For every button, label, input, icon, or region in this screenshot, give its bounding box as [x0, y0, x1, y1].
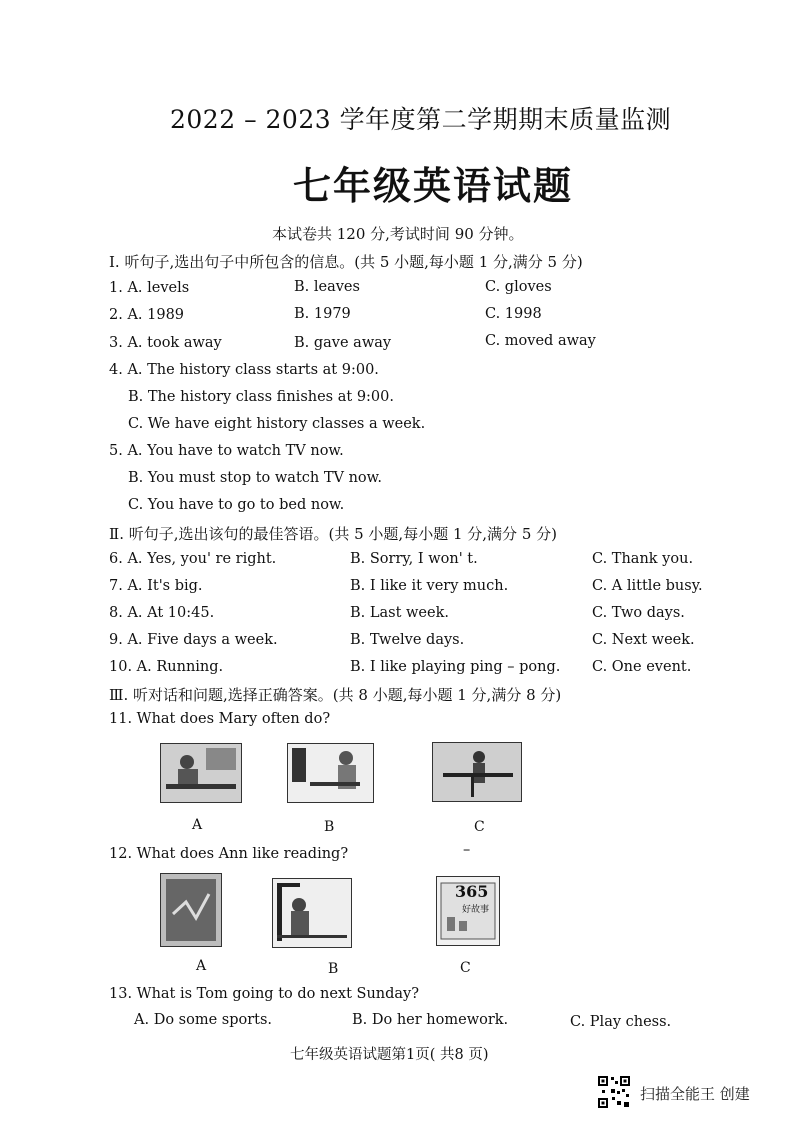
q11-label-b: B	[324, 819, 335, 835]
q6-option-b: B. Sorry, I won' t.	[350, 551, 478, 567]
q1-option-b: B. leaves	[294, 279, 360, 295]
q1-option-a: 1. A. levels	[109, 280, 190, 296]
page-footer: 七年级英语试题第1页( 共8 页)	[290, 1047, 489, 1063]
q3-option-c: C. moved away	[485, 333, 596, 349]
q5-option-b: B. You must stop to watch TV now.	[128, 470, 382, 486]
section-1-heading: I. 听句子,选出句子中所包含的信息。(共 5 小题,每小题 1 分,满分 5 分)	[109, 253, 583, 271]
q6-option-c: C. Thank you.	[592, 551, 694, 567]
q4-option-c: C. We have eight history classes a week.	[128, 416, 426, 432]
q8-option-b: B. Last week.	[350, 605, 449, 621]
q12-picture-a	[160, 873, 222, 947]
q10-option-a: 10. A. Running.	[109, 659, 224, 675]
q11-picture-b	[287, 743, 374, 803]
q9-option-a: 9. A. Five days a week.	[109, 632, 278, 648]
q12-picture-b	[272, 878, 352, 948]
q13-question: 13. What is Tom going to do next Sunday?	[109, 986, 420, 1002]
q5-option-c: C. You have to go to bed now.	[128, 497, 345, 513]
q4-option-a: 4. A. The history class starts at 9:00.	[109, 362, 379, 378]
q5-option-a: 5. A. You have to watch TV now.	[109, 443, 344, 459]
q11-question: 11. What does Mary often do?	[109, 711, 331, 727]
q13-option-b: B. Do her homework.	[352, 1012, 509, 1028]
q2-option-c: C. 1998	[485, 306, 542, 322]
q12-label-c: C	[460, 960, 471, 976]
q8-option-c: C. Two days.	[592, 605, 685, 621]
q6-option-a: 6. A. Yes, you' re right.	[109, 551, 277, 567]
q10-option-b: B. I like playing ping – pong.	[350, 659, 561, 675]
exam-note: 本试卷共 120 分,考试时间 90 分钟。	[272, 225, 524, 243]
q7-option-b: B. I like it very much.	[350, 578, 509, 594]
q10-option-c: C. One event.	[592, 659, 692, 675]
section-3-heading: Ⅲ. 听对话和问题,选择正确答案。(共 8 小题,每小题 1 分,满分 8 分)	[109, 686, 562, 704]
q7-option-a: 7. A. It's big.	[109, 578, 203, 594]
q3-option-b: B. gave away	[294, 335, 392, 351]
q9-option-c: C. Next week.	[592, 632, 695, 648]
q12-label-b: B	[328, 961, 339, 977]
q1-option-c: C. gloves	[485, 279, 552, 295]
scanner-watermark: 扫描全能王 创建	[640, 1085, 750, 1103]
qr-code-icon	[597, 1075, 631, 1109]
q8-option-a: 8. A. At 10:45.	[109, 605, 215, 621]
q2-option-a: 2. A. 1989	[109, 307, 185, 323]
q2-option-b: B. 1979	[294, 306, 351, 322]
q12-question: 12. What does Ann like reading?	[109, 846, 349, 862]
q12-book-title: 365	[455, 882, 489, 901]
q7-option-c: C. A little busy.	[592, 578, 703, 594]
q11-picture-a	[160, 743, 242, 803]
q4-option-b: B. The history class finishes at 9:00.	[128, 389, 394, 405]
section-2-heading: Ⅱ. 听句子,选出该句的最佳答语。(共 5 小题,每小题 1 分,满分 5 分)	[109, 525, 557, 543]
q12-dash: –	[463, 842, 471, 858]
q3-option-a: 3. A. took away	[109, 335, 222, 351]
exam-title: 七年级英语试题	[293, 163, 574, 208]
q11-picture-c	[432, 742, 522, 802]
q11-label-a: A	[192, 817, 203, 833]
q13-option-c: C. Play chess.	[570, 1014, 672, 1030]
exam-subtitle: 2022 – 2023 学年度第二学期期末质量监测	[170, 105, 672, 134]
q12-label-a: A	[196, 958, 207, 974]
q9-option-b: B. Twelve days.	[350, 632, 465, 648]
q13-option-a: A. Do some sports.	[134, 1012, 273, 1028]
q12-book-subtitle: 好故事	[462, 905, 490, 915]
q11-label-c: C	[474, 819, 485, 835]
